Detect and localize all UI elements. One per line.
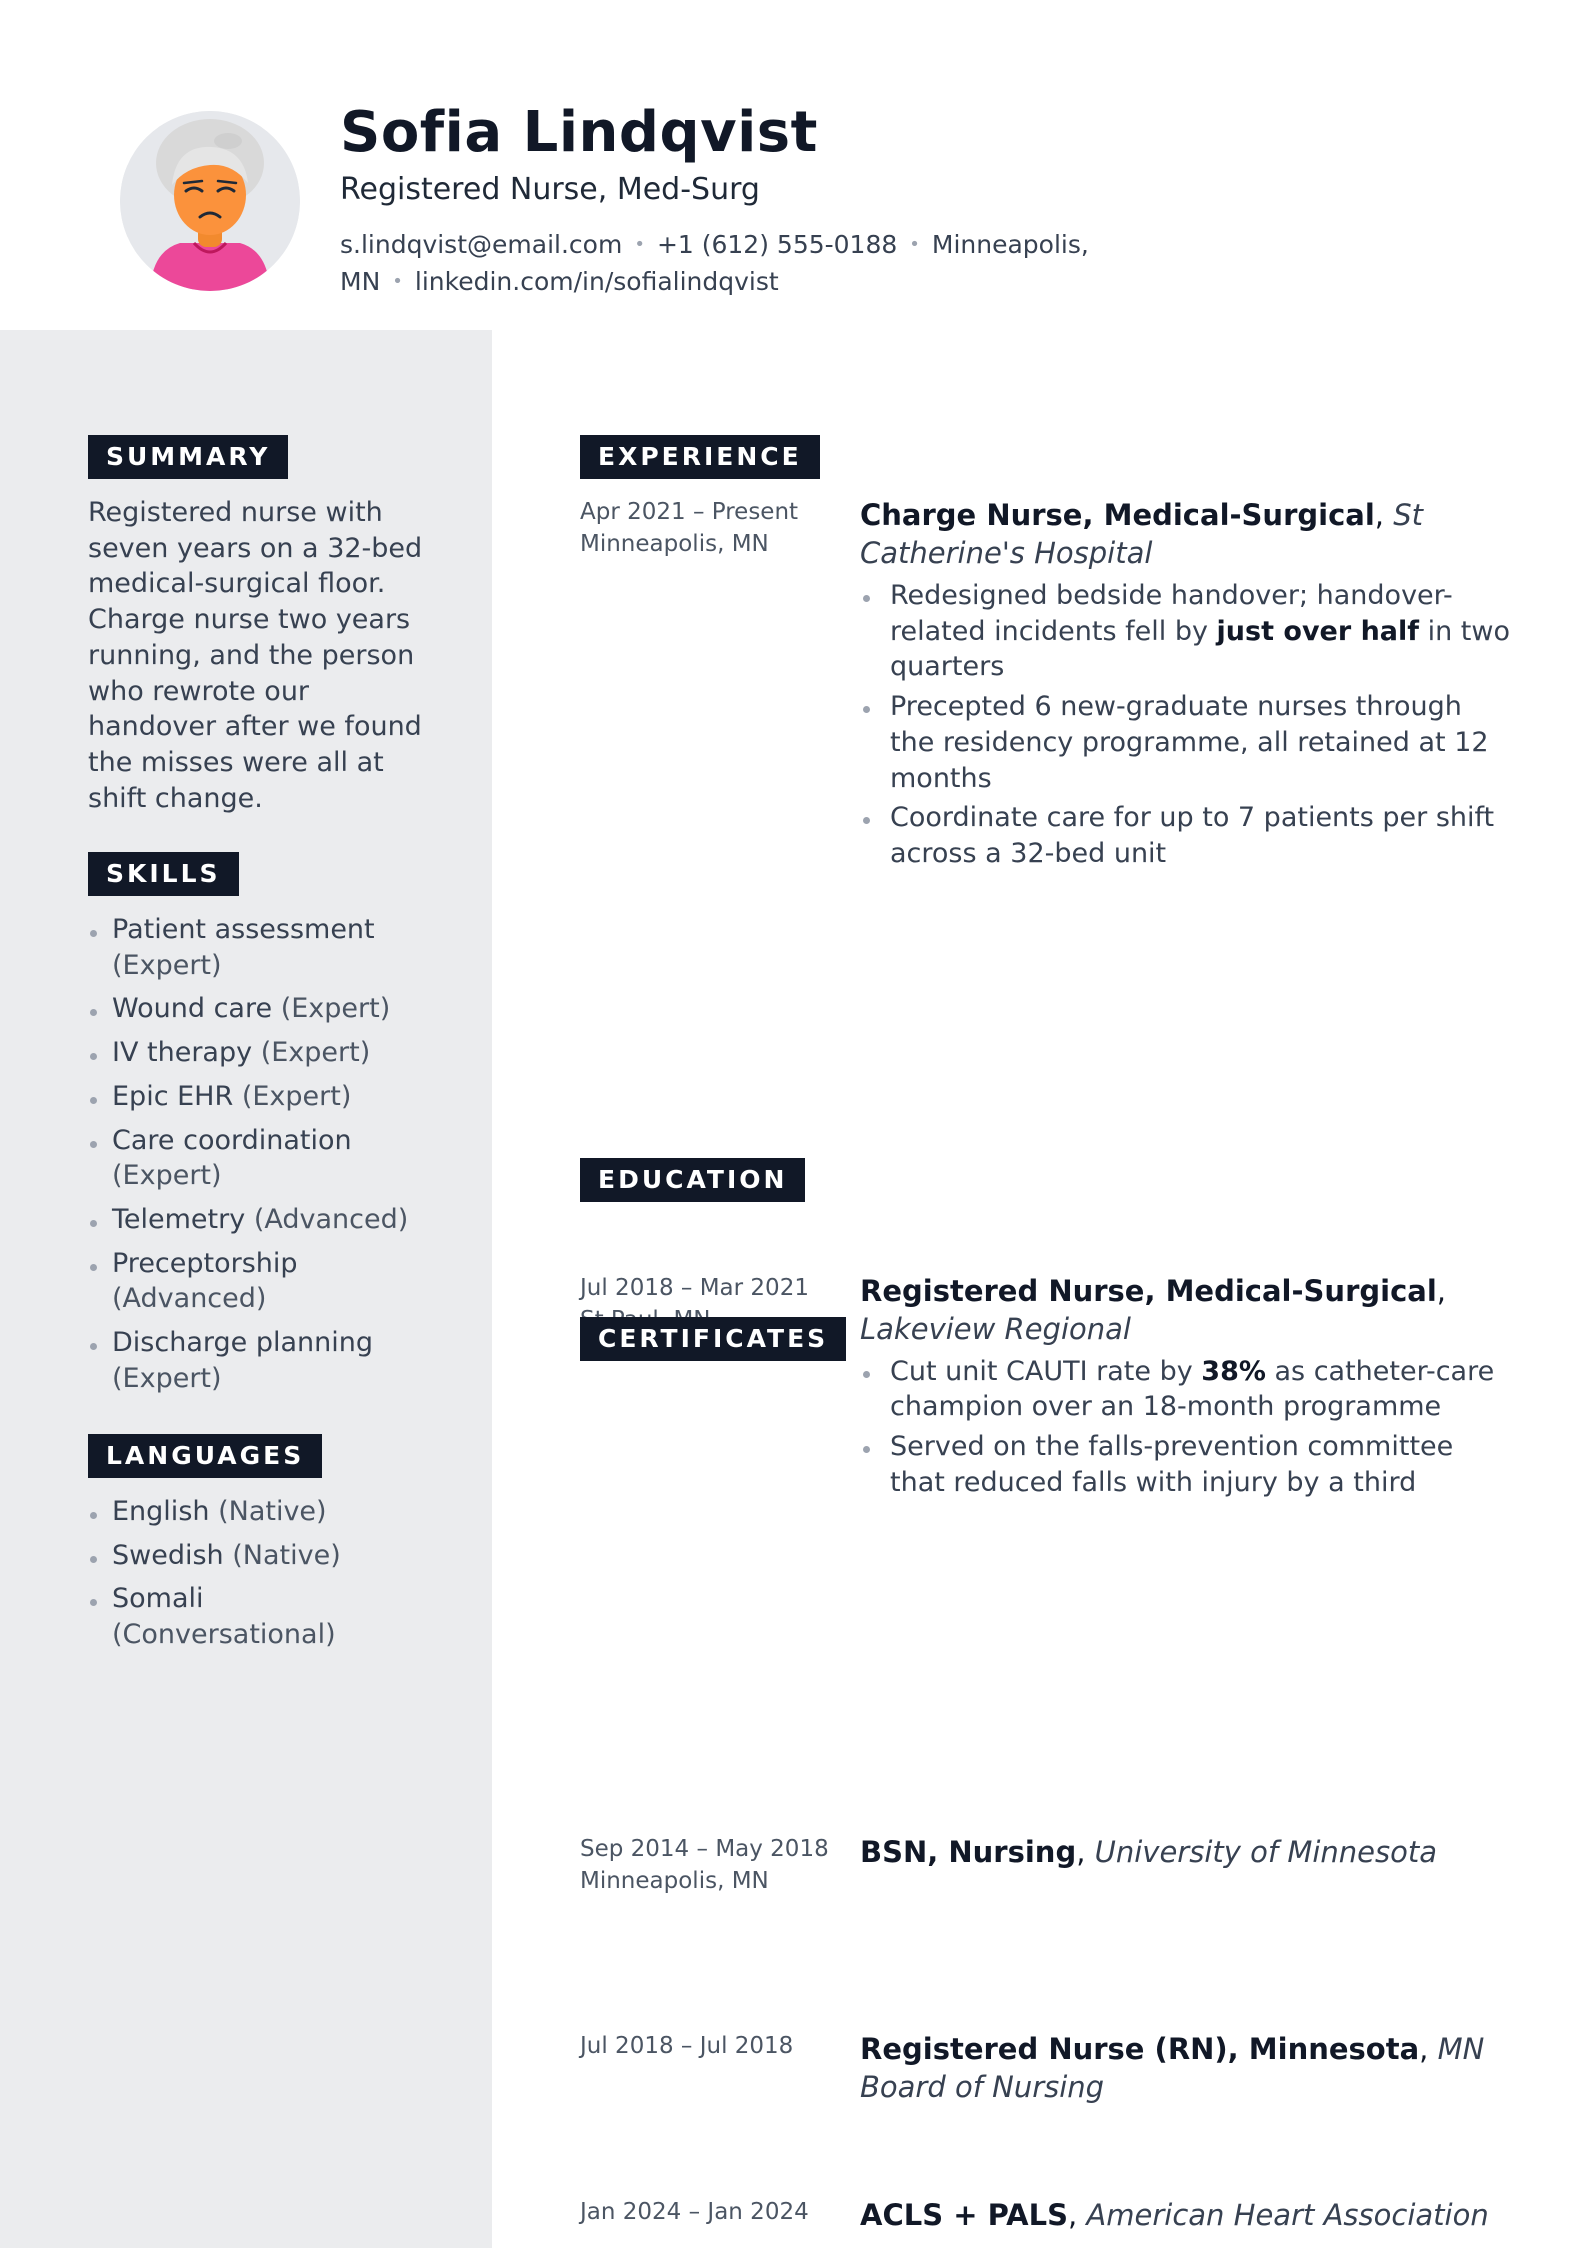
list-item (860, 800, 1510, 871)
email-link[interactable]: s.lindqvist@email.com (340, 230, 623, 259)
skills-heading: SKILLS (88, 852, 239, 896)
separator-dot: • (909, 234, 920, 255)
list-item (88, 991, 428, 1027)
entry-role: Registered Nurse, Medical-Surgical, Lakeview Regional (860, 1273, 1446, 1346)
location-city: Minneapolis, (931, 230, 1089, 259)
skill-name: Telemetry (112, 1203, 246, 1235)
certificate-entry (580, 2196, 1510, 2234)
skill-name: Care coordination (112, 1124, 352, 1156)
entry-location: Minneapolis, MN (580, 531, 769, 557)
list-item (88, 1246, 428, 1317)
list-item (88, 1538, 428, 1574)
skills-section (88, 852, 428, 1404)
entry-dates: Sep 2014 – May 2018 (580, 1836, 829, 1863)
skill-name: Epic EHR (112, 1080, 234, 1112)
skill-level: (Expert) (112, 1362, 222, 1394)
avatar-illustration-icon (120, 111, 300, 291)
candidate-name: Sofia Lindqvist (340, 100, 818, 165)
bullet-highlight: just over half (1216, 615, 1420, 647)
separator-dot: • (634, 234, 645, 255)
skill-level: (Expert) (241, 1080, 352, 1112)
linkedin-link[interactable]: linkedin.com/in/sofialindqvist (414, 267, 779, 296)
entry-body (860, 2196, 1510, 2234)
entry-role: Charge Nurse, Medical-Surgical, St Catherine's Hospital (860, 498, 1423, 570)
entry-dates: Jan 2024 – Jan 2024 (580, 2199, 809, 2226)
candidate-title: Registered Nurse, Med-Surg (340, 172, 760, 207)
skill-level: (Expert) (260, 1037, 371, 1069)
language-name: Somali (112, 1583, 204, 1615)
phone-number[interactable]: +1 (612) 555-0188 (656, 230, 898, 259)
entry-dates: Apr 2021 – Present (580, 499, 799, 525)
achievement-list (860, 1354, 1510, 1501)
language-level: (Native) (232, 1539, 341, 1571)
list-item (88, 1202, 428, 1238)
experience-heading: EXPERIENCE (580, 435, 820, 479)
certificates-heading: CERTIFICATES (580, 1317, 846, 1361)
entry-dates: Jul 2018 – Mar 2021 (580, 1274, 809, 1301)
entry-meta (580, 496, 850, 560)
entry-body (860, 1272, 1510, 1501)
language-name: English (112, 1496, 210, 1527)
language-level: (Conversational) (112, 1619, 336, 1651)
experience-section (580, 435, 1510, 479)
certificate-name: Registered Nurse (RN), Minnesota (860, 2032, 1420, 2067)
skill-name: Patient assessment (112, 914, 375, 945)
languages-heading: LANGUAGES (88, 1434, 322, 1478)
skill-level: (Advanced) (253, 1203, 409, 1235)
summary-text: Registered nurse with seven years on a 32-bed medical-surgical floor. Charge nurse two years running, and the person who rewrote our handover after we found the misses were all at shift change. (88, 497, 423, 814)
list-item (88, 1581, 428, 1652)
skill-name: IV therapy (112, 1037, 253, 1069)
employer: Lakeview Regional (860, 1311, 1131, 1346)
list-item (88, 1123, 428, 1194)
bullet-text: Redesigned bedside handover; handover-related incidents fell by (890, 580, 1453, 647)
degree: BSN, Nursing (860, 1835, 1077, 1870)
experience-entry (580, 496, 1510, 872)
achievement-list (860, 578, 1510, 872)
entry-meta (580, 1833, 850, 1897)
list-item (860, 689, 1510, 796)
summary-section (88, 435, 428, 816)
issuer: American Heart Association (1086, 2198, 1489, 2233)
entry-dates: Jul 2018 – Jul 2018 (580, 2033, 794, 2060)
certificate-entry (580, 2030, 1510, 2106)
entry-role: BSN, Nursing, University of Minnesota (860, 1835, 1437, 1870)
list-item (860, 1429, 1510, 1500)
education-heading: EDUCATION (580, 1158, 805, 1202)
education-entry (580, 1833, 1510, 1895)
bullet-text: Served on the falls-prevention committee that reduced falls with injury by a third (890, 1431, 1454, 1498)
bullet-text: Coordinate care for up to 7 patients per shift across a 32-bed unit (890, 802, 1495, 869)
skill-level: (Advanced) (112, 1283, 267, 1315)
bullet-text: Cut unit CAUTI rate by (890, 1355, 1202, 1387)
list-item (88, 1325, 428, 1396)
summary-heading: SUMMARY (88, 435, 288, 479)
skill-name: Preceptorship (112, 1247, 298, 1279)
bullet-text: Precepted 6 new-graduate nurses through the residency programme, all retained at 12 months (890, 691, 1489, 794)
list-item (860, 1354, 1510, 1425)
avatar (120, 111, 300, 291)
skill-name: Wound care (112, 993, 273, 1025)
language-level: (Native) (218, 1496, 327, 1527)
languages-list (88, 1494, 428, 1653)
entry-role: Registered Nurse (RN), Minnesota, MN Board of Nursing (860, 2032, 1485, 2105)
entry-role: ACLS + PALS, American Heart Association (860, 2198, 1489, 2233)
list-item (88, 1079, 428, 1115)
list-item (88, 912, 428, 983)
skill-level: (Expert) (112, 1160, 222, 1192)
language-name: Swedish (112, 1539, 224, 1571)
languages-section (88, 1434, 428, 1661)
bullet-text: as catheter-care champion over an 18-month programme (890, 1355, 1495, 1423)
entry-body (860, 1833, 1510, 1871)
education-section (580, 1158, 1510, 1202)
location-state: MN (340, 267, 381, 296)
entry-body (860, 2030, 1510, 2106)
contact-line (340, 228, 1090, 302)
list-item (88, 1035, 428, 1071)
skills-list (88, 912, 428, 1396)
employer: St Catherine's Hospital (860, 498, 1423, 570)
certificate-name: ACLS + PALS (860, 2198, 1068, 2233)
resume-header (0, 0, 1588, 330)
institution: University of Minnesota (1094, 1835, 1437, 1870)
entry-meta (580, 2030, 850, 2062)
list-item (860, 578, 1510, 685)
skill-level: (Expert) (112, 949, 222, 981)
certificates-section (580, 1317, 1510, 1361)
job-title: Registered Nurse, Medical-Surgical (860, 1273, 1437, 1308)
entry-location: Minneapolis, MN (580, 1868, 769, 1895)
job-title: Charge Nurse, Medical-Surgical (860, 498, 1375, 532)
entry-meta (580, 2196, 850, 2228)
list-item (88, 1494, 428, 1530)
entry-body (860, 496, 1510, 872)
bullet-highlight: 38% (1201, 1355, 1266, 1387)
skill-name: Discharge planning (112, 1327, 373, 1359)
bullet-text: in two quarters (890, 615, 1510, 683)
separator-dot: • (392, 271, 403, 292)
experience-entry (580, 1272, 1510, 1501)
issuer: MN Board of Nursing (860, 2032, 1485, 2105)
skill-level: (Expert) (280, 993, 391, 1025)
